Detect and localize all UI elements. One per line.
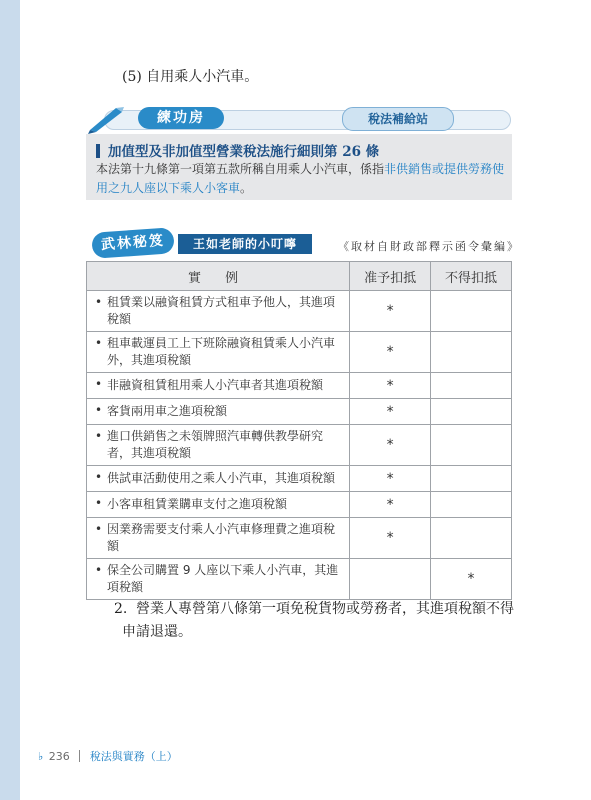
header-deny: 不得扣抵 <box>431 262 512 291</box>
deny-mark <box>431 332 512 373</box>
case-text: 租車載運員工上下班除融資租賃乘人小汽車外，其進項稅額 <box>107 336 336 367</box>
brush-pen-icon <box>86 104 126 134</box>
law-text-highlight: 非供銷售或提供勞務使用之九人座以下乘人小客車 <box>96 162 505 195</box>
page-number: 236 <box>48 750 70 763</box>
law-title-text: 加值型及非加值型營業稅法施行細則第 26 條 <box>108 144 380 160</box>
book-title: 稅法與實務（上） <box>89 750 178 763</box>
case-description <box>87 373 350 399</box>
case-description <box>87 492 350 518</box>
law-title <box>96 140 379 160</box>
tips-banner <box>86 226 520 260</box>
deny-mark <box>431 466 512 492</box>
case-text: 因業務需要支付乘人小汽車修理費之進項稅額 <box>107 522 336 553</box>
deny-mark <box>431 291 512 332</box>
left-margin-strip <box>0 0 20 800</box>
case-text: 非融資租賃租用乘人小汽車者其進項稅額 <box>107 378 324 392</box>
banner-tag-teacher-tips: 王如老師的小叮嚀 <box>178 234 312 254</box>
case-description <box>87 466 350 492</box>
law-text-prefix: 本法第十九條第一項第五款所稱自用乘人小汽車，係指 <box>96 162 385 176</box>
title-bar-mark <box>96 144 100 158</box>
case-text: 租賃業以融資租賃方式租車予他人，其進項稅額 <box>107 295 336 326</box>
bullet-icon: • <box>95 377 103 391</box>
allow-mark: * <box>350 399 431 425</box>
table-row <box>87 559 512 600</box>
case-text: 進口供銷售之未領牌照汽車轉供教學研究者，其進項稅額 <box>107 429 324 460</box>
cases-table <box>86 261 512 600</box>
deny-mark <box>431 373 512 399</box>
table-row <box>87 291 512 332</box>
practice-banner <box>86 104 516 132</box>
header-case: 實 例 <box>87 262 350 291</box>
item-5-text: (5) 自用乘人小汽車。 <box>122 69 259 85</box>
case-description <box>87 559 350 600</box>
case-text: 保全公司購置 9 人座以下乘人小汽車，其進項稅額 <box>107 563 339 594</box>
table-row <box>87 492 512 518</box>
bullet-icon: • <box>95 470 103 484</box>
allow-mark <box>350 559 431 600</box>
paragraph-2 <box>114 598 522 644</box>
deny-mark: * <box>431 559 512 600</box>
allow-mark: * <box>350 425 431 466</box>
table-row <box>87 399 512 425</box>
bullet-icon: • <box>95 522 103 536</box>
flourish-icon: ♭ <box>38 750 44 763</box>
law-box <box>86 134 512 200</box>
table-row <box>87 332 512 373</box>
source-note: 《取材自財政部釋示函令彙編》 <box>338 240 520 253</box>
bullet-icon: • <box>95 563 103 577</box>
banner-tag-secret: 武林秘笈 <box>91 227 175 259</box>
header-allow: 准予扣抵 <box>350 262 431 291</box>
case-description <box>87 291 350 332</box>
page-footer <box>38 748 178 764</box>
allow-mark: * <box>350 466 431 492</box>
banner-tag-supply: 稅法補給站 <box>342 107 454 131</box>
table-row <box>87 518 512 559</box>
allow-mark: * <box>350 373 431 399</box>
case-text: 客貨兩用車之進項稅額 <box>107 404 228 418</box>
deny-mark <box>431 399 512 425</box>
deny-mark <box>431 492 512 518</box>
bullet-icon: • <box>95 496 103 510</box>
case-description <box>87 332 350 373</box>
banner-tag-practice: 練功房 <box>138 107 224 129</box>
footer-divider <box>79 750 80 762</box>
table-row <box>87 425 512 466</box>
allow-mark: * <box>350 291 431 332</box>
bullet-icon: • <box>95 295 103 309</box>
table-body <box>87 291 512 600</box>
table-row <box>87 466 512 492</box>
deny-mark <box>431 518 512 559</box>
case-description <box>87 425 350 466</box>
allow-mark: * <box>350 492 431 518</box>
bullet-icon: • <box>95 403 103 417</box>
case-text: 供試車活動使用之乘人小汽車，其進項稅額 <box>107 471 336 485</box>
case-text: 小客車租賃業購車支付之進項稅額 <box>107 497 288 511</box>
table-row <box>87 373 512 399</box>
paragraph-2-number: 2. <box>114 601 128 617</box>
allow-mark: * <box>350 518 431 559</box>
bullet-icon: • <box>95 429 103 443</box>
law-text <box>96 160 506 198</box>
law-text-suffix: 。 <box>240 181 253 195</box>
case-description <box>87 399 350 425</box>
bullet-icon: • <box>95 336 103 350</box>
case-description <box>87 518 350 559</box>
allow-mark: * <box>350 332 431 373</box>
paragraph-2-text: 營業人專營第八條第一項免稅貨物或勞務者，其進項稅額不得申請退還。 <box>122 601 514 640</box>
deny-mark <box>431 425 512 466</box>
